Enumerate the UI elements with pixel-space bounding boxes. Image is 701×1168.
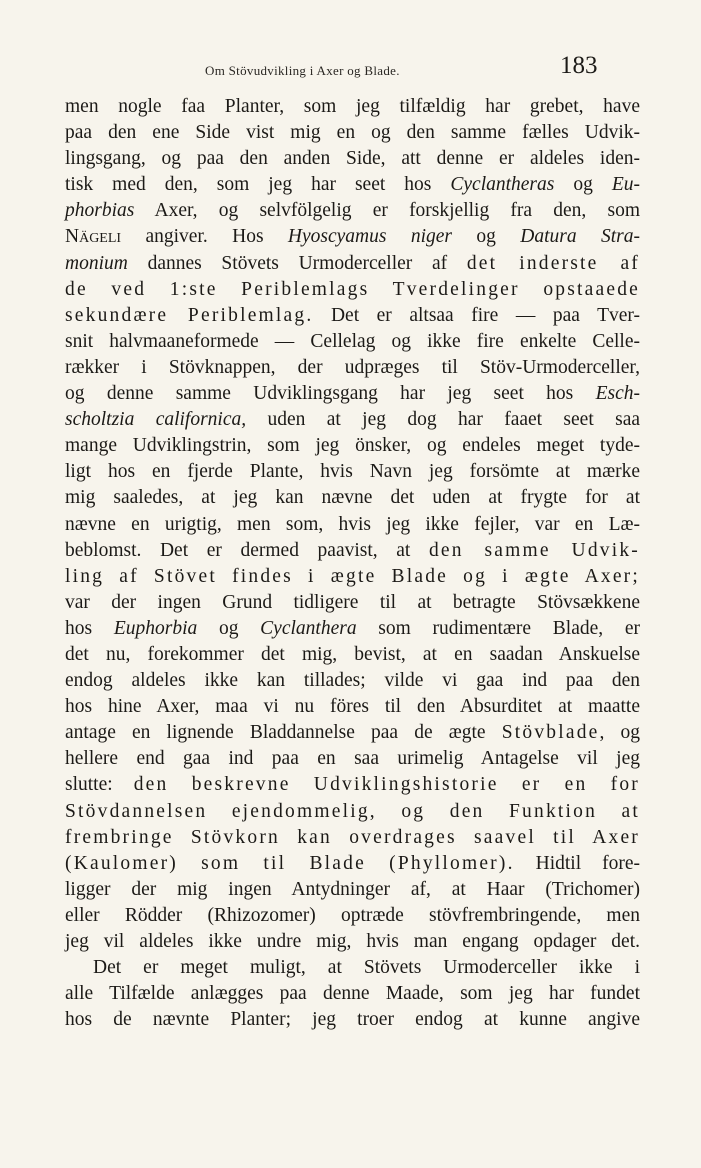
text-segment: Hidtil fore- <box>514 852 640 874</box>
small-caps-name: Nägeli <box>65 226 122 248</box>
text-segment: rækker i Stövknappen, der udpræges til Stöv-Urmoderceller, <box>65 356 640 378</box>
text-line <box>65 94 640 120</box>
text-segment: mange Udviklingstrin, som jeg önsker, og endeles meget tyde- <box>65 435 640 457</box>
italic-text: Datura Stra- <box>520 226 641 248</box>
text-segment: Det er meget muligt, at Stövets Urmoderceller ikke i <box>93 957 640 979</box>
spaced-emphasis-text: det inderste af <box>466 252 640 274</box>
text-segment: ligt hos en fjerde Plante, hvis Navn jeg forsömte at mærke <box>65 461 640 483</box>
spaced-emphasis-text: sekundære Periblemlag. <box>65 304 314 326</box>
spaced-emphasis-text: den beskrevne Udviklingshistorie er en for <box>133 774 640 796</box>
text-segment: ligger der mig ingen Antydninger af, at Haar (Trichomer) <box>65 878 640 900</box>
text-line <box>65 355 640 381</box>
text-line <box>65 720 640 746</box>
text-segment: tisk med den, som jeg har seet hos <box>65 174 451 196</box>
text-line <box>65 799 640 825</box>
text-segment: Axer, og selvfölgelig er forskjellig fra den, som <box>134 200 640 222</box>
text-line <box>65 459 640 485</box>
text-segment: paa den ene Side vist mig en og den samme fælles Udvik- <box>65 122 640 144</box>
text-segment: og denne samme Udviklingsgang har jeg seet hos <box>65 383 596 405</box>
text-line <box>65 981 640 1007</box>
italic-text: scholtzia californica, <box>65 409 247 431</box>
text-segment: alle Tilfælde anlægges paa denne Maade, som jeg har fundet <box>65 983 640 1005</box>
running-title: Om Stövudvikling i Axer og Blade. <box>205 63 400 78</box>
text-line <box>65 955 640 981</box>
text-segment: og <box>452 226 521 248</box>
text-line <box>65 851 640 877</box>
spaced-emphasis-text: Stövdannelsen ejendommelig, og den Funktion at <box>65 800 640 822</box>
text-segment: hos hine Axer, maa vi nu föres til den Absurditet at maatte <box>65 696 640 718</box>
text-segment: mig saaledes, at jeg kan nævne det uden at frygte for at <box>65 487 640 509</box>
running-head <box>0 52 701 86</box>
text-line <box>65 303 640 329</box>
page-number: 183 <box>560 52 598 79</box>
italic-text: Cyclantheras <box>450 174 555 196</box>
text-segment: men nogle faa Planter, som jeg tilfældig har grebet, have <box>65 96 640 117</box>
spaced-emphasis-text: (Kaulomer) som til Blade (Phyllomer). <box>65 852 515 874</box>
text-segment: hos de nævnte Planter; jeg troer endog at kunne angive <box>65 1009 640 1031</box>
italic-text: Euphorbia <box>113 617 198 639</box>
text-segment: eller Rödder (Rhizozomer) optræde stövfrembringende, men <box>65 904 640 926</box>
text-line <box>65 224 640 250</box>
text-segment: beblomst. Det er dermed paavist, at <box>65 539 429 561</box>
text-line <box>65 277 640 303</box>
text-line <box>65 903 640 929</box>
text-segment: og <box>197 617 261 639</box>
spaced-emphasis-text: den samme Udvik- <box>428 539 640 561</box>
text-line <box>65 146 640 172</box>
text-segment: og <box>554 174 612 196</box>
text-line <box>65 590 640 616</box>
text-line <box>65 772 640 798</box>
text-line <box>65 381 640 407</box>
spaced-emphasis-text: frembringe Stövkorn kan overdrages saavel til Axer <box>65 826 640 848</box>
text-line <box>65 746 640 772</box>
text-line <box>65 694 640 720</box>
text-segment: som rudimentære Blade, er <box>356 617 641 639</box>
text-segment: slutte: <box>65 774 134 796</box>
text-line <box>65 877 640 903</box>
text-segment: dannes Stövets Urmoderceller af <box>127 252 467 274</box>
spaced-emphasis-text: de ved 1:ste Periblemlags Tverdelinger opstaaede <box>65 278 640 300</box>
text-line <box>65 668 640 694</box>
text-segment: angiver. Hos <box>121 226 288 248</box>
text-segment: var der ingen Grund tidligere til at betragte Stövsækkene <box>65 591 640 613</box>
text-segment: lingsgang, og paa den anden Side, att denne er aldeles iden- <box>65 148 640 170</box>
text-line <box>65 929 640 955</box>
italic-text: Eu- <box>611 174 641 196</box>
text-segment: snit halvmaaneformede — Cellelag og ikke fire enkelte Celle- <box>65 330 640 352</box>
text-line <box>65 172 640 198</box>
text-line <box>65 198 640 224</box>
text-line <box>65 616 640 642</box>
text-segment: nævne en urigtig, men som, hvis jeg ikke fejler, var en Læ- <box>65 513 640 535</box>
text-segment: endog aldeles ikke kan tillades; vilde vi gaa ind paa den <box>65 670 640 692</box>
text-segment: det nu, forekommer det mig, bevist, at en saadan Anskuelse <box>65 643 640 665</box>
text-line <box>65 485 640 511</box>
text-segment: Det er altsaa fire — paa Tver- <box>313 304 641 326</box>
text-line <box>65 120 640 146</box>
italic-text: Cyclanthera <box>260 617 357 639</box>
text-segment: antage en lignende Bladdannelse paa de ægte <box>65 722 502 744</box>
text-line <box>65 538 640 564</box>
italic-text: monium <box>65 252 128 274</box>
spaced-emphasis-text: Stövblade <box>501 722 600 744</box>
text-segment: hellere end gaa ind paa en saa urimelig Antagelse vil jeg <box>65 748 640 770</box>
text-line <box>65 407 640 433</box>
text-segment: uden at jeg dog har faaet seet saa <box>246 409 641 431</box>
text-line <box>65 1007 640 1033</box>
text-line <box>65 564 640 590</box>
text-line <box>65 825 640 851</box>
text-segment: jeg vil aldeles ikke undre mig, hvis man engang opdager det. <box>65 931 640 952</box>
text-line <box>65 433 640 459</box>
italic-text: Esch- <box>595 383 640 405</box>
italic-text: Hyoscyamus niger <box>287 226 453 248</box>
text-line <box>65 251 640 277</box>
body-text <box>65 94 640 1033</box>
text-segment: hos <box>65 617 114 639</box>
text-line <box>65 329 640 355</box>
italic-text: phorbias <box>65 200 135 222</box>
text-line <box>65 512 640 538</box>
text-line <box>65 642 640 668</box>
spaced-emphasis-text: ling af Stövet findes i ægte Blade og i ægte Axer; <box>65 565 640 587</box>
text-segment: , og <box>599 722 641 744</box>
